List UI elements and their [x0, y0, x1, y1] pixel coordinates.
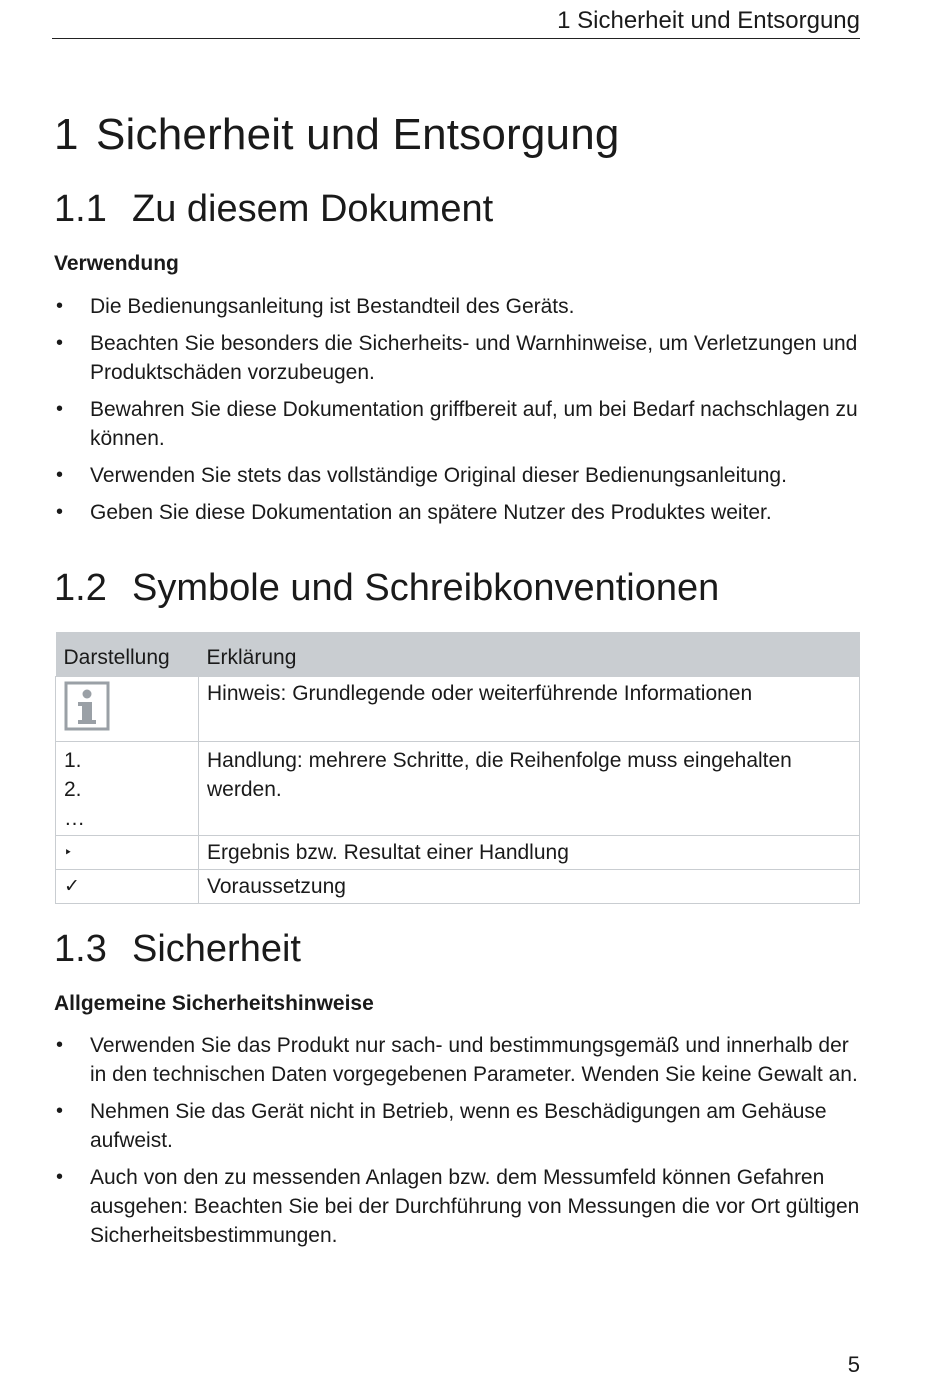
bullet-list-verwendung	[54, 292, 864, 535]
subheading-verwendung: Verwendung	[54, 252, 179, 275]
explanation-cell: Handlung: mehrere Schritte, die Reihenfolge muss eingehalten werden.	[199, 742, 860, 836]
section-title: Sicherheit	[132, 928, 301, 970]
table-header-row	[56, 632, 860, 677]
table-row	[56, 677, 860, 742]
section-1-3-heading	[54, 928, 301, 971]
table-row	[56, 836, 860, 870]
section-title: Symbole und Schreibkonventionen	[132, 567, 720, 609]
explanation-cell: Hinweis: Grundlegende oder weiterführende Informationen	[199, 677, 860, 742]
bullet-list-sicherheit	[54, 1031, 864, 1258]
list-item: • Bewahren Sie diese Dokumentation griffbereit auf, um bei Bedarf nachschlagen zu können.	[54, 395, 864, 453]
section-1-1-heading	[54, 188, 493, 231]
symbol-cell: ‣	[56, 836, 199, 870]
section-number: 1.3	[54, 928, 107, 970]
explanation-cell: Voraussetzung	[199, 870, 860, 904]
list-item: • Verwenden Sie stets das vollständige Original dieser Bedienungsanleitung.	[54, 461, 864, 490]
section-title: Zu diesem Dokument	[132, 188, 494, 230]
running-header: 1 Sicherheit und Entsorgung	[52, 6, 860, 39]
list-item: • Nehmen Sie das Gerät nicht in Betrieb, wenn es Beschädigungen am Gehäuse aufweist.	[54, 1097, 864, 1155]
section-1-2-heading	[54, 567, 719, 610]
symbol-cell: 1. 2. …	[56, 742, 199, 836]
chapter-title	[54, 110, 620, 160]
info-icon	[64, 681, 110, 739]
page-number: 5	[847, 1352, 860, 1377]
explanation-cell: Ergebnis bzw. Resultat einer Handlung	[199, 836, 860, 870]
column-header: Darstellung	[56, 632, 199, 677]
table-row	[56, 742, 860, 836]
list-item: • Geben Sie diese Dokumentation an spätere Nutzer des Produktes weiter.	[54, 498, 864, 527]
list-item: • Beachten Sie besonders die Sicherheits- und Warnhinweise, um Verletzungen und Produktschäden vorzubeugen.	[54, 329, 864, 387]
section-number: 1.2	[54, 567, 107, 609]
subheading-sicherheitshinweise: Allgemeine Sicherheitshinweise	[54, 992, 374, 1015]
symbol-cell	[56, 677, 199, 742]
section-number: 1.1	[54, 188, 107, 230]
chapter-number: 1	[54, 110, 79, 159]
column-header: Erklärung	[199, 632, 860, 677]
table-row	[56, 870, 860, 904]
list-item: • Auch von den zu messenden Anlagen bzw. dem Messumfeld können Gefahren ausgehen: Beachten Sie bei der Durchführung von Messungen die vor Ort gültigen Sicherheitsbestimmungen.	[54, 1163, 864, 1250]
symbol-cell: ✓	[56, 870, 199, 904]
symbols-table	[55, 632, 860, 904]
list-item: • Verwenden Sie das Produkt nur sach- und bestimmungsgemäß und innerhalb der in den technischen Daten vorgegebenen Parameter. Wenden Sie keine Gewalt an.	[54, 1031, 864, 1089]
list-item: • Die Bedienungsanleitung ist Bestandteil des Geräts.	[54, 292, 864, 321]
chapter-title-text: Sicherheit und Entsorgung	[96, 110, 620, 159]
